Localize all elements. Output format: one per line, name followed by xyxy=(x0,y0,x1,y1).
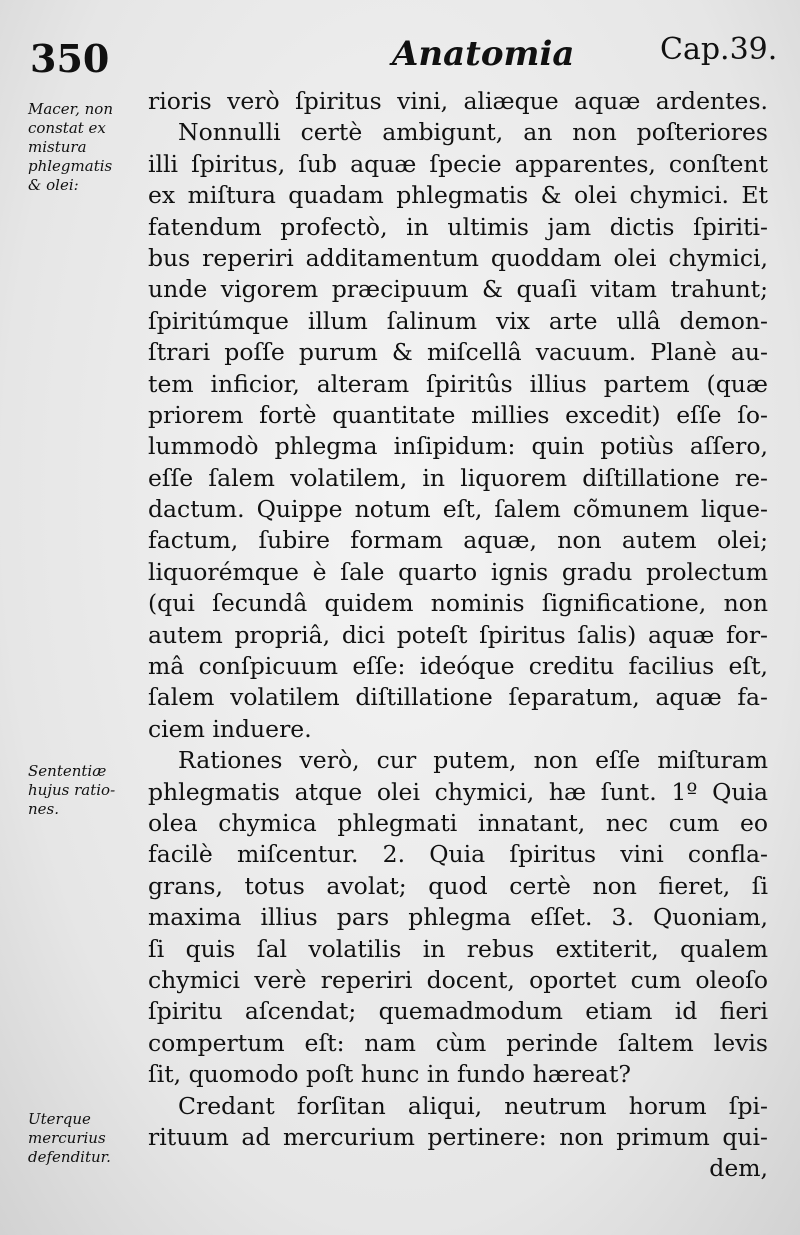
body-text xyxy=(148,86,768,1185)
text-line: unde vigorem præcipuum & quaſi vitam trahunt; xyxy=(148,275,768,304)
text-line: Rationes verò, cur putem, non eſſe miſturam xyxy=(178,746,768,775)
text-line: compertum eſt: nam cùm perinde ſaltem levis xyxy=(148,1028,768,1057)
text-line: facilè miſcentur. 2. Quia ſpiritus vini confla- xyxy=(148,840,768,869)
margin-note-line: phlegmatis xyxy=(28,157,113,175)
catchword: dem, xyxy=(709,1154,768,1183)
running-head xyxy=(0,28,800,88)
margin-note-line: defenditur. xyxy=(28,1148,111,1166)
running-title: Anatomia xyxy=(392,34,575,74)
text-line: ex miſtura quadam phlegmatis & olei chymici. Et xyxy=(148,181,768,210)
text-line: illi ſpiritus, ſub aquæ ſpecie apparentes, conſtent xyxy=(148,149,768,178)
text-line: chymici verè reperiri docent, oportet cum oleoſo xyxy=(148,965,768,994)
margin-note-3 xyxy=(28,1110,146,1167)
margin-note-1 xyxy=(28,100,146,195)
text-line: grans, totus avolat; quod certè non fieret, ſi xyxy=(148,871,768,900)
text-line: olea chymica phlegmati innatant, nec cum eo xyxy=(148,808,768,837)
margin-note-line: & olei: xyxy=(28,176,79,194)
text-line: ſit, quomodo poſt hunc in fundo hæreat? xyxy=(148,1060,632,1089)
text-line: Nonnulli certè ambigunt, an non poſteriores xyxy=(178,118,768,147)
margin-note-line: hujus ratio- xyxy=(28,781,116,799)
text-line: priorem fortè quantitate millies excedit) eſſe ſo- xyxy=(148,400,768,429)
text-line: autem propriâ, dici poteſt ſpiritus ſalis) aquæ for- xyxy=(148,620,768,649)
margin-note-line: Sententiæ xyxy=(28,762,107,780)
text-line: ſi quis ſal volatilis in rebus extiterit, qualem xyxy=(148,934,768,963)
text-line: ſtrari poſſe purum & miſcellâ vacuum. Planè au- xyxy=(148,338,768,367)
text-line: tem inficior, alteram ſpiritûs illius partem (quæ xyxy=(148,369,768,398)
text-line: fatendum profectò, in ultimis jam dictis ſpiriti- xyxy=(148,212,768,241)
text-line: dactum. Quippe notum eſt, ſalem cõmunem lique- xyxy=(148,495,768,524)
text-line: lummodò phlegma inſipidum: quin potiùs aſſero, xyxy=(148,432,768,461)
text-line: phlegmatis atque olei chymici, hæ ſunt. 1º Quia xyxy=(148,777,768,806)
text-line: (qui ſecundâ quidem nominis ſignificatione, non xyxy=(148,589,768,618)
margin-note-line: Macer, non xyxy=(28,100,113,118)
text-line: liquorémque è ſale quarto ignis gradu prolectum xyxy=(148,557,768,586)
text-line: rituum ad mercurium pertinere: non primum qui- xyxy=(148,1122,768,1151)
text-line: Credant forſitan aliqui, neutrum horum ſpi- xyxy=(178,1091,768,1120)
text-line: eſſe ſalem volatilem, in liquorem diſtillatione re- xyxy=(148,463,768,492)
text-line: mâ conſpicuum eſſe: ideóque creditu facilius eſt, xyxy=(148,652,768,681)
margin-note-line: nes. xyxy=(28,800,60,818)
text-line: ſpiritúmque illum ſalinum vix arte ullâ demon- xyxy=(148,306,768,335)
page-number: 350 xyxy=(30,36,110,81)
text-line: rioris verò ſpiritus vini, aliæque aquæ ardentes. xyxy=(148,87,768,115)
text-line: ciem induere. xyxy=(148,714,312,743)
margin-note-line: constat ex xyxy=(28,119,106,137)
text-line: ſpiritu aſcendat; quemadmodum etiam id fieri xyxy=(148,997,768,1026)
chapter-label: Cap.39. xyxy=(660,32,778,67)
margin-note-line: mercurius xyxy=(28,1129,106,1147)
text-line: bus reperiri additamentum quoddam olei chymici, xyxy=(148,243,768,272)
text-line: factum, ſubire formam aquæ, non autem olei; xyxy=(148,526,768,555)
margin-note-2 xyxy=(28,762,146,819)
text-line: maxima illius pars phlegma eſſet. 3. Quoniam, xyxy=(148,903,768,932)
margin-note-line: mistura xyxy=(28,138,87,156)
margin-note-line: Uterque xyxy=(28,1110,91,1128)
text-line: ſalem volatilem diſtillatione ſeparatum, aquæ fa- xyxy=(148,683,768,712)
